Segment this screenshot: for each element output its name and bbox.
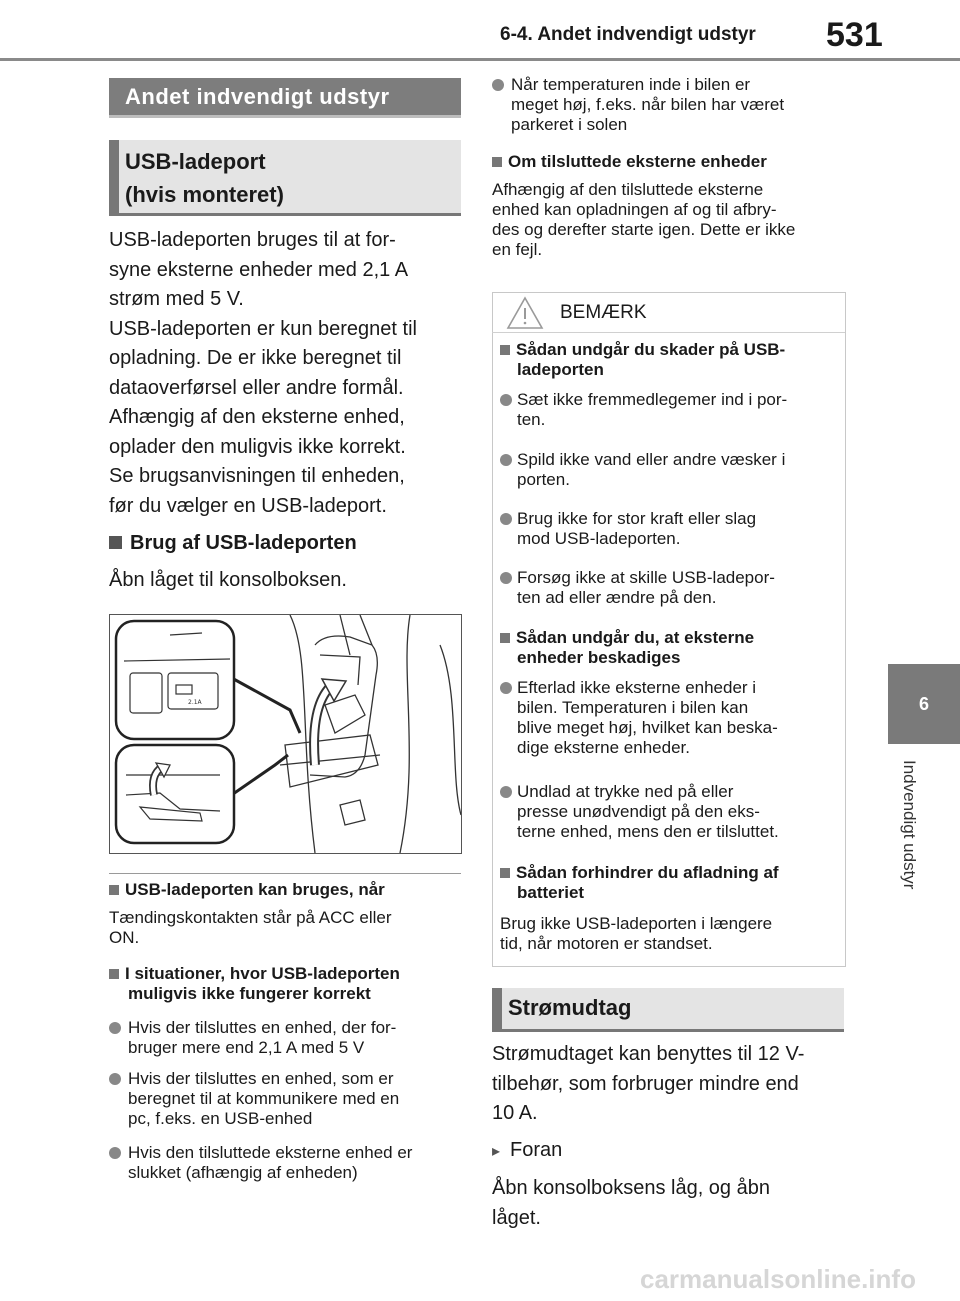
- foran-paragraph: [492, 1174, 852, 1233]
- bullet-dot-icon: [500, 513, 512, 525]
- square-bullet-icon: [109, 885, 119, 895]
- situ-line: slukket (afhængig af enheden): [128, 1163, 358, 1182]
- notice-h3-line: Sådan forhindrer du afladning af: [516, 863, 779, 882]
- notice-heading-1: [500, 340, 785, 380]
- notice-line: dige eksterne enheder.: [517, 738, 690, 757]
- bullet-dot-icon: [109, 1073, 121, 1085]
- situ-line: pc, f.eks. en USB-enhed: [128, 1109, 313, 1128]
- intro-line: opladning. De er ikke beregnet til: [109, 347, 402, 369]
- notice-line: Undlad at trykke ned på eller: [517, 782, 734, 801]
- use-text: Åbn låget til konsolboksen.: [109, 569, 347, 591]
- strom-line: 10 A.: [492, 1102, 538, 1124]
- intro-line: strøm med 5 V.: [109, 288, 244, 310]
- notice-line: mod USB-ladeporten.: [517, 529, 681, 548]
- notice-heading-3: [500, 863, 779, 903]
- ext-heading-text: Om tilsluttede eksterne enheder: [508, 152, 767, 171]
- ext-text: [492, 180, 795, 260]
- square-bullet-icon: [492, 157, 502, 167]
- situ-bullet: [109, 1143, 488, 1183]
- square-bullet-icon: [500, 633, 510, 643]
- notice-line: Spild ikke vand eller andre væsker i: [517, 450, 786, 469]
- notice-line: terne enhed, mens den er tilsluttet.: [517, 822, 779, 841]
- intro-line: Afhængig af den eksterne enhed,: [109, 406, 405, 428]
- use-heading-text: Brug af USB-ladeporten: [130, 532, 357, 554]
- when-heading: [109, 880, 385, 900]
- notice-line: bilen. Temperaturen i bilen kan: [517, 698, 749, 717]
- notice-separator: [492, 332, 845, 333]
- intro-line: syne eksterne enheder med 2,1 A: [109, 258, 409, 281]
- strom-line: tilbehør, som forbruger mindre end: [492, 1072, 799, 1095]
- notice-line: blive meget høj, hvilket kan beska-: [517, 718, 778, 737]
- situ-line: Hvis der tilsluttes en enhed, der for-: [128, 1018, 397, 1037]
- foran-line: låget.: [492, 1206, 541, 1229]
- situ-line: Hvis den tilsluttede eksterne enhed er: [128, 1143, 413, 1162]
- situ-line: Hvis der tilsluttes en enhed, som er: [128, 1069, 394, 1088]
- situ-line: bruger mere end 2,1 A med 5 V: [128, 1038, 365, 1057]
- notice-bullet: [500, 678, 857, 758]
- use-heading: [109, 532, 357, 555]
- square-bullet-icon: [500, 868, 510, 878]
- ext-line: des og derefter starte igen. Dette er ikke: [492, 220, 796, 239]
- notice-line: ten ad eller ændre på den.: [517, 588, 717, 607]
- notice-line: presse unødvendigt på den eks-: [517, 802, 760, 821]
- header-section-title: 6-4. Andet indvendigt udstyr: [500, 24, 756, 45]
- temp-line: parkeret i solen: [511, 115, 628, 134]
- ext-heading: [492, 152, 767, 172]
- notice-bullet: [500, 450, 857, 490]
- chapter-tab[interactable]: 6: [888, 664, 960, 744]
- foran-item: [492, 1139, 562, 1162]
- subsection-line-2: (hvis monteret): [125, 182, 284, 207]
- notice-heading-2: [500, 628, 754, 668]
- chapter-label: Indvendigt udstyr: [900, 760, 919, 890]
- strom-paragraph: [492, 1040, 852, 1129]
- usb-port-label: 2.1A: [188, 699, 202, 706]
- bullet-dot-icon: [500, 786, 512, 798]
- notice-bullet: [500, 568, 857, 608]
- strom-line: Strømudtaget kan benyttes til 12 V-: [492, 1043, 805, 1065]
- when-text: [109, 908, 392, 948]
- notice-h1-line: Sådan undgår du skader på USB-: [516, 340, 786, 359]
- ext-line: Afhængig af den tilsluttede eksterne: [492, 180, 764, 199]
- header-rule: [0, 58, 960, 61]
- notice-bullet: [500, 509, 857, 549]
- intro-paragraph: [109, 226, 469, 521]
- notice-line: tid, når motoren er standset.: [500, 934, 713, 953]
- temp-bullet: [492, 75, 871, 135]
- separator: [109, 873, 461, 874]
- ext-line: enhed kan opladningen af og til afbry-: [492, 200, 777, 219]
- notice-line: Forsøg ikke at skille USB-ladepor-: [517, 568, 775, 587]
- bullet-dot-icon: [500, 394, 512, 406]
- notice-h2-line: enheder beskadiges: [517, 648, 681, 667]
- notice-bullet: [500, 390, 857, 430]
- square-bullet-icon: [109, 536, 122, 549]
- situ-line: beregnet til at kommunikere med en: [128, 1089, 400, 1108]
- notice-text-3: [500, 914, 772, 954]
- notice-line: Sæt ikke fremmedlegemer ind i por-: [517, 390, 788, 409]
- notice-line: Efterlad ikke eksterne enheder i: [517, 678, 757, 697]
- temp-line: Når temperaturen inde i bilen er: [511, 75, 751, 94]
- situ-heading-line: I situationer, hvor USB-ladeporten: [125, 964, 400, 983]
- bullet-dot-icon: [500, 682, 512, 694]
- foran-line: Åbn konsolboksens låg, og åbn: [492, 1177, 770, 1199]
- situ-heading-line: muligvis ikke fungerer korrekt: [128, 984, 371, 1003]
- bullet-dot-icon: [500, 572, 512, 584]
- warning-triangle-icon: [506, 296, 544, 330]
- chevron-right-icon: ▸: [492, 1143, 501, 1160]
- intro-line: Se brugsanvisningen til enheden,: [109, 465, 405, 487]
- subsection-line-1: USB-ladeport: [125, 149, 266, 174]
- subsection-title: [109, 140, 461, 216]
- strom-title-text: Strømudtag: [508, 995, 632, 1020]
- intro-line: før du vælger en USB-ladeport.: [109, 494, 387, 517]
- situ-bullet: [109, 1069, 488, 1129]
- notice-line: porten.: [517, 470, 570, 489]
- square-bullet-icon: [109, 969, 119, 979]
- notice-h1-line: ladeporten: [517, 360, 604, 379]
- foran-text: Foran: [510, 1139, 563, 1161]
- watermark: carmanualsonline.info: [640, 1264, 916, 1294]
- bullet-dot-icon: [109, 1147, 121, 1159]
- when-heading-text: USB-ladeporten kan bruges, når: [125, 880, 385, 899]
- notice-h2-line: Sådan undgår du, at eksterne: [516, 628, 755, 647]
- bullet-dot-icon: [109, 1022, 121, 1034]
- strom-title: [492, 988, 844, 1032]
- when-line: ON.: [109, 928, 140, 947]
- intro-line: USB-ladeporten er kun beregnet til: [109, 317, 417, 340]
- section-title-text: Andet indvendigt udstyr: [125, 84, 390, 109]
- notice-line: Brug ikke USB-ladeporten i længere: [500, 914, 773, 933]
- notice-bullet: [500, 782, 857, 842]
- square-bullet-icon: [500, 345, 510, 355]
- situ-bullet: [109, 1018, 488, 1058]
- when-line: Tændingskontakten står på ACC eller: [109, 908, 392, 927]
- console-illustration: [110, 615, 461, 853]
- intro-line: oplader den muligvis ikke korrekt.: [109, 435, 406, 458]
- section-title: [109, 78, 461, 118]
- notice-line: ten.: [517, 410, 546, 429]
- bullet-dot-icon: [492, 79, 504, 91]
- page-number: 531: [826, 16, 883, 54]
- notice-h3-line: batteriet: [517, 883, 585, 902]
- ext-line: en fejl.: [492, 240, 543, 259]
- bullet-dot-icon: [500, 454, 512, 466]
- situ-heading: [109, 964, 400, 1004]
- notice-title: BEMÆRK: [560, 302, 647, 323]
- intro-line: dataoverførsel eller andre formål.: [109, 376, 404, 399]
- intro-line: USB-ladeporten bruges til at for-: [109, 229, 396, 251]
- console-figure: [109, 614, 462, 854]
- temp-line: meget høj, f.eks. når bilen har været: [511, 95, 785, 114]
- notice-line: Brug ikke for stor kraft eller slag: [517, 509, 757, 528]
